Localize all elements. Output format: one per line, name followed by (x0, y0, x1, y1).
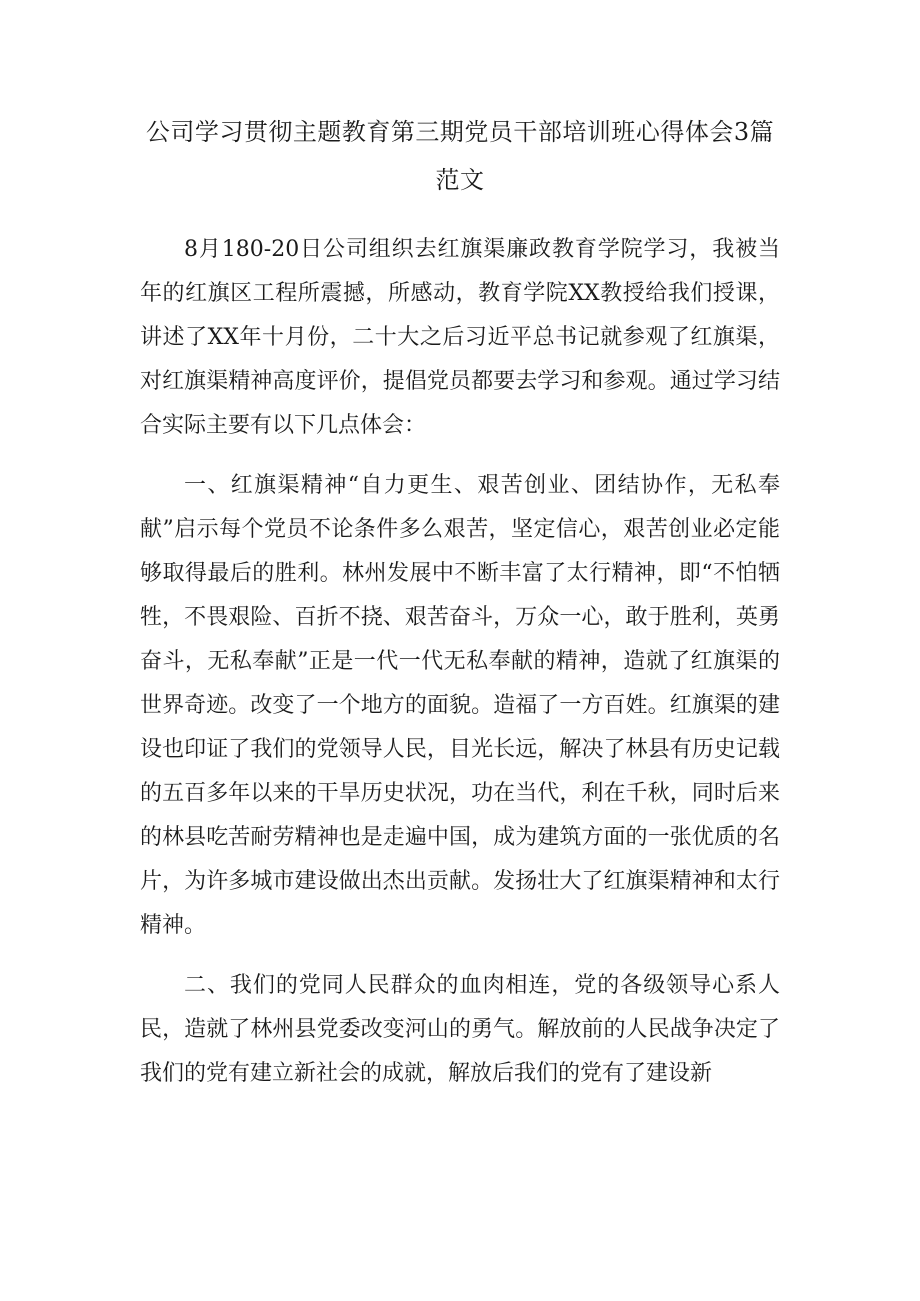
document-title: 公司学习贯彻主题教育第三期党员干部培训班心得体会3篇范文 (145, 118, 775, 194)
paragraph-point-one: 一、红旗渠精神“自力更生、艰苦创业、团结协作，无私奉献”启示每个党员不论条件多么艰苦，坚定信心，艰苦创业必定能够取得最后的胜利。林州发展中不断丰富了太行精神，即“不怕牺牲，不畏艰险、百折不挠、艰苦奋斗，万众一心，敢于胜利，英勇奋斗，无私奉献”正是一代一代无私奉献的精神，造就了红旗渠的世界奇迹。改变了一个地方的面貌。造福了一方百姓。红旗渠的建设也印证了我们的党领导人民，目光长远，解决了林县有历史记载的五百多年以来的干旱历史状况，功在当代，利在千秋，同时后来的林县吃苦耐劳精神也是走遍中国，成为建筑方面的一张优质的名片，为许多城市建设做出杰出贡献。发扬壮大了红旗渠精神和太行精神。 (140, 473, 780, 938)
document-body (140, 228, 780, 1096)
paragraph-point-two: 二、我们的党同人民群众的血肉相连，党的各级领导心系人民，造就了林州县党委改变河山的勇气。解放前的人民战争决定了我们的党有建立新社会的成就，解放后我们的党有了建设新 (140, 973, 780, 1086)
paragraph-intro: 8月180-20日公司组织去红旗渠廉政教育学院学习，我被当年的红旗区工程所震撼，所感动，教育学院XX教授给我们授课，讲述了XX年十月份，二十大之后习近平总书记就参观了红旗渠，对红旗渠精神高度评价，提倡党员都要去学习和参观。通过学习结合实际主要有以下几点体会： (140, 237, 780, 438)
